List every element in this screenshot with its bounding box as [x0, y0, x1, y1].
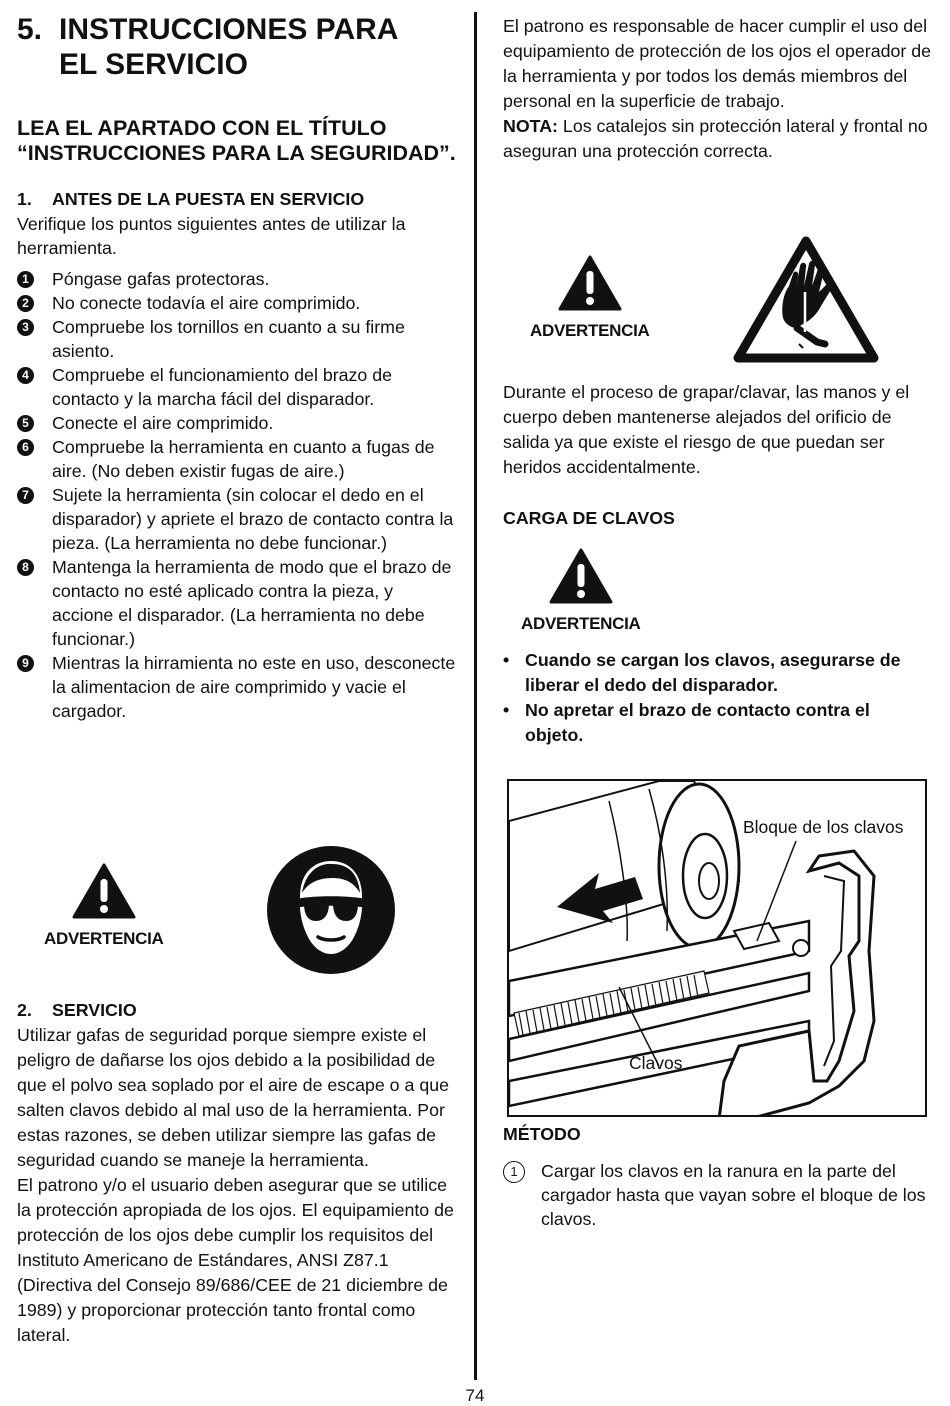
step-marker: 7: [17, 487, 34, 504]
service-paragraph-1: Utilizar gafas de seguridad porque siempre existe el peligro de dañarse los ojos debido a la posibilidad de que el polvo sea soplado por el aire de escape o a que salten clavos debido al mal uso de la herramienta. Por estas razones, se deben utilizar siempre las gafas de seguridad cuando se maneje la herramienta.: [17, 1024, 450, 1170]
method-heading: MÉTODO: [503, 1124, 581, 1144]
step-marker: 3: [17, 319, 34, 336]
step-text: Compruebe la herramienta en cuanto a fugas de aire. (No deben existir fugas de aire.): [52, 436, 435, 481]
nail-loading-figure: [507, 779, 927, 1117]
step-text: No conecte todavía el aire comprimido.: [52, 292, 361, 313]
bullet-text: Cuando se cargan los clavos, asegurarse de liberar el dedo del disparador.: [525, 650, 901, 695]
list-item: [503, 1159, 933, 1231]
section-title-line2: EL SERVICIO: [59, 48, 248, 81]
note-label: NOTA:: [503, 116, 558, 136]
warning-triangle-icon: [557, 254, 623, 312]
right-column: [503, 14, 933, 164]
method-steps: [503, 1159, 933, 1231]
note-text: Los catalejos sin protección lateral y frontal no aseguran una protección correcta.: [503, 116, 928, 161]
safety-goggles-icon: [266, 845, 396, 975]
warning-label: ADVERTENCIA: [530, 321, 650, 340]
before-use-heading: [17, 187, 457, 212]
warning-triangle-icon: [548, 547, 614, 605]
hands-warning-text: Durante el proceso de grapar/clavar, las manos y el cuerpo deben mantenerse alejados del orificio de salida ya que existe el riesgo de que puedan ser heridos accidentalmente.: [503, 382, 910, 477]
bullet-dot: •: [503, 650, 510, 670]
page-number: 74: [465, 1386, 485, 1405]
step-text: Mantenga la herramienta de modo que el brazo de contacto no esté aplicado contra la pieza, y accione el disparador. (La herramienta no debe funcionar.): [52, 556, 452, 649]
section-title-text: [59, 12, 398, 82]
step-marker: 5: [17, 415, 34, 432]
step-marker: 1: [17, 271, 34, 288]
before-use-number: 1.: [17, 189, 32, 209]
service-section: [17, 998, 457, 1348]
warning-label: ADVERTENCIA: [521, 614, 641, 633]
list-item: [503, 648, 928, 698]
employer-paragraph: El patrono es responsable de hacer cumplir el uso del equipamiento de protección de los ojos el operador de la herramienta y por todos los demás miembros del personal en la superficie de trabajo.: [503, 16, 932, 111]
bullet-dot: •: [503, 700, 510, 720]
step-marker: 8: [17, 559, 34, 576]
service-heading-text: SERVICIO: [52, 1000, 137, 1020]
left-column: [17, 12, 457, 723]
method-section: [503, 1122, 933, 1231]
service-heading: [17, 998, 457, 1023]
step-text: Mientras la hirramienta no este en uso, desconecte la alimentacion de aire comprimido y vacie el cargador.: [52, 652, 456, 721]
note-paragraph: [503, 114, 933, 164]
warning-triangle-icon: [71, 862, 137, 920]
warning-block-hands: [530, 254, 650, 341]
list-item: [17, 651, 457, 723]
list-item: [17, 435, 457, 483]
step-text: Compruebe el funcionamiento del brazo de contacto y la marcha fácil del disparador.: [52, 364, 393, 409]
hands-warning-section: [503, 380, 933, 531]
service-paragraph-2: El patrono y/o el usuario deben asegurar que se utilice la protección apropiada de los ojos. El equipamiento de protección de los ojos debe cumplir los requisitos del Instituto Americano de Estándares, ANSI Z87.1 (Directiva del Consejo 89/686/CEE de 21 diciembre de 1989) y proporcionar protección tanto frontal como lateral.: [17, 1174, 454, 1345]
before-use-steps: [17, 267, 457, 723]
figure-label-nails: Clavos: [629, 1053, 683, 1073]
list-item: [17, 315, 457, 363]
before-use-heading-text: ANTES DE LA PUESTA EN SERVICIO: [52, 189, 365, 209]
read-safety-subtitle: LEA EL APARTADO CON EL TÍTULO “INSTRUCCIONES PARA LA SEGURIDAD”.: [17, 116, 456, 165]
list-item: [17, 267, 457, 291]
service-number: 2.: [17, 1000, 32, 1020]
list-item: [17, 291, 457, 315]
list-item: [17, 555, 457, 651]
section-number: 5.: [17, 13, 43, 46]
list-item: [503, 698, 928, 748]
loading-bullets: [503, 648, 928, 748]
method-step-text: Cargar los clavos en la ranura en la parte del cargador hasta que vayan sobre el bloque de los clavos.: [541, 1160, 926, 1229]
method-step-marker: 1: [503, 1161, 525, 1183]
step-marker: 6: [17, 439, 34, 456]
section-title-line1: INSTRUCCIONES PARA: [59, 13, 399, 46]
bullet-text: No apretar el brazo de contacto contra el objeto.: [525, 700, 870, 745]
loading-heading: CARGA DE CLAVOS: [503, 508, 675, 528]
warning-block-loading: [521, 547, 641, 634]
step-text: Conecte el aire comprimido.: [52, 412, 274, 433]
section-title: [17, 12, 457, 82]
list-item: [17, 483, 457, 555]
list-item: [17, 363, 457, 411]
step-text: Compruebe los tornillos en cuanto a su firme asiento.: [52, 316, 405, 361]
step-text: Póngase gafas protectoras.: [52, 268, 270, 289]
warning-block-eyes: [44, 862, 164, 949]
warning-label: ADVERTENCIA: [44, 929, 164, 948]
step-marker: 2: [17, 295, 34, 312]
column-divider: [474, 12, 477, 1380]
before-use-intro: Verifique los puntos siguientes antes de utilizar la herramienta.: [17, 213, 406, 258]
list-item: [17, 411, 457, 435]
step-text: Sujete la herramienta (sin colocar el dedo en el disparador) y apriete el brazo de contacto contra la pieza. (La herramienta no debe funcionar.): [52, 484, 454, 553]
hand-injury-warning-icon: [733, 236, 879, 364]
figure-label-nail-block: Bloque de los clavos: [743, 817, 904, 837]
step-marker: 4: [17, 367, 34, 384]
step-marker: 9: [17, 655, 34, 672]
